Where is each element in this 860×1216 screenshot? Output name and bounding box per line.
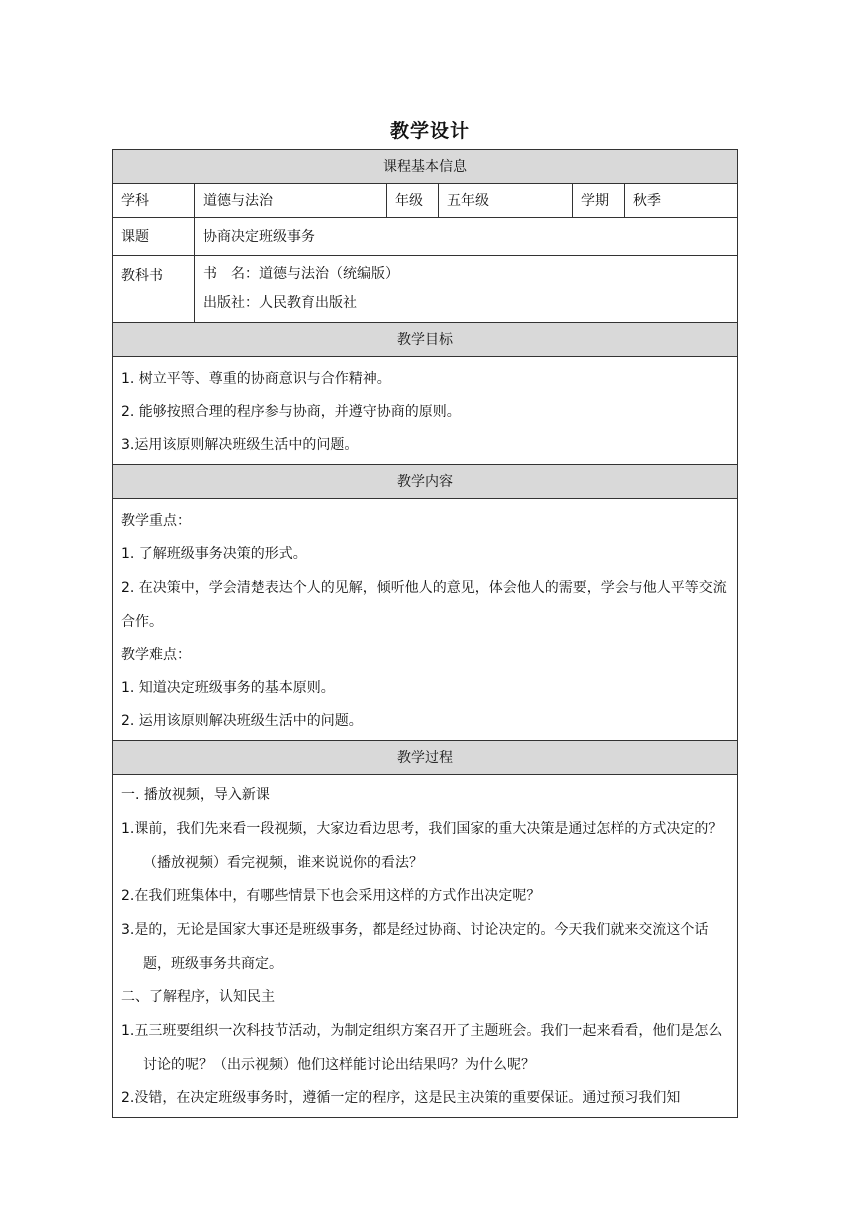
topic-row: [113, 218, 738, 256]
content-row: [113, 499, 738, 741]
objectives-header-row: [113, 323, 738, 357]
objective-item: 3.运用该原则解决班级生活中的问题。: [121, 437, 359, 453]
process-header-row: [113, 741, 738, 775]
process-item: 1.课前，我们先来看一段视频，大家边看边思考，我们国家的重大决策是通过怎样的方式决定的？（播放视频）看完视频，谁来说说你的看法？: [121, 821, 723, 871]
textbook-label-cell: [113, 256, 195, 323]
content-header-row: [113, 465, 738, 499]
content-header: 教学内容: [113, 465, 738, 499]
objectives-header: 教学目标: [113, 323, 738, 357]
subject-value: 道德与法治: [195, 184, 387, 218]
page-title: 教学设计: [389, 120, 470, 142]
topic-label: 课题: [113, 218, 195, 256]
objectives-list: [113, 357, 738, 465]
section1-title: 一. 播放视频，导入新课: [121, 787, 270, 803]
key-point-item: 2. 在决策中，学会清楚表达个人的见解，倾听他人的意见，体会他人的需要，学会与他人平等交流合作。: [121, 580, 727, 630]
process-header: 教学过程: [113, 741, 738, 775]
process-row: [113, 775, 738, 1118]
content-list: [113, 499, 738, 741]
textbook-label: 教科书: [121, 267, 163, 284]
grade-value: 五年级: [439, 184, 573, 218]
term-label: 学期: [573, 184, 625, 218]
objectives-row: [113, 357, 738, 465]
process-item: 2.在我们班集体中，有哪些情景下也会采用这样的方式作出决定呢？: [121, 888, 541, 904]
basic-info-header-row: [113, 150, 738, 184]
difficult-point-item: 1. 知道决定班级事务的基本原则。: [121, 680, 335, 696]
topic-value: 协商决定班级事务: [195, 218, 738, 256]
objective-item: 2. 能够按照合理的程序参与协商，并遵守协商的原则。: [121, 404, 461, 420]
subject-label: 学科: [113, 184, 195, 218]
key-points-label: 教学重点：: [121, 513, 191, 529]
process-list: [113, 775, 738, 1118]
process-item: 1.五三班要组织一次科技节活动，为制定组织方案召开了主题班会。我们一起来看看，他们是怎么讨论的呢？（出示视频）他们这样能讨论出结果吗？为什么呢？: [121, 1023, 723, 1073]
process-item: 3.是的，无论是国家大事还是班级事务，都是经过协商、讨论决定的。今天我们就来交流这个话题，班级事务共商定。: [121, 922, 709, 972]
difficult-point-item: 2. 运用该原则解决班级生活中的问题。: [121, 713, 363, 729]
difficult-points-label: 教学难点：: [121, 647, 191, 663]
textbook-row: [113, 256, 738, 323]
textbook-name: 书 名：道德与法治（统编版）: [203, 266, 399, 282]
basic-info-header: 课程基本信息: [113, 150, 738, 184]
term-value: 秋季: [625, 184, 738, 218]
key-point-item: 1. 了解班级事务决策的形式。: [121, 546, 307, 562]
process-item: 2.没错，在决定班级事务时，遵循一定的程序，这是民主决策的重要保证。通过预习我们知: [121, 1090, 681, 1106]
objective-item: 1. 树立平等、尊重的协商意识与合作精神。: [121, 371, 391, 387]
textbook-publisher: 出版社：人民教育出版社: [203, 295, 357, 311]
section2-title: 二、了解程序，认知民主: [121, 989, 275, 1005]
textbook-info: [195, 256, 738, 323]
lesson-plan-table: [112, 149, 738, 1118]
subject-row: [113, 184, 738, 218]
grade-label: 年级: [387, 184, 439, 218]
